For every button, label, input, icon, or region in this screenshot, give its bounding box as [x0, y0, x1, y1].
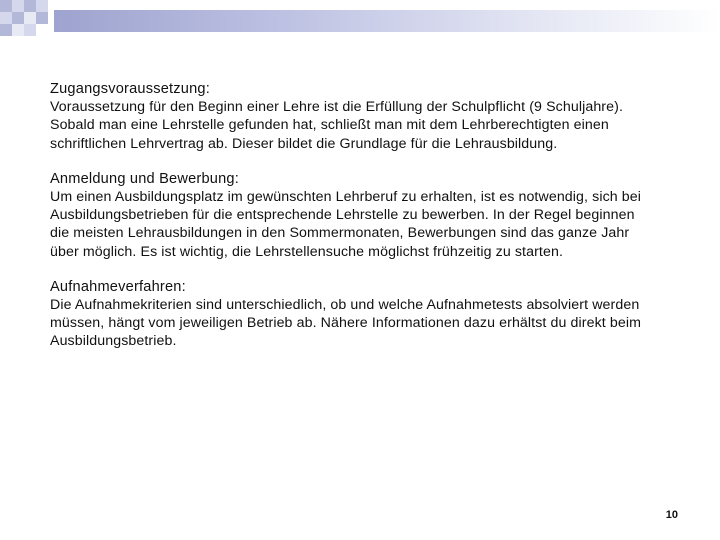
section-heading: Zugangsvoraussetzung:: [50, 81, 210, 97]
slide-content: [50, 80, 650, 368]
decor-square: [36, 0, 48, 12]
section-body: Die Aufnahmekriterien sind unterschiedlich, ob und welche Aufnahmetests absolviert werden müssen, hängt vom jeweiligen Betrieb ab. Nähere Informationen dazu erhältst du direkt beim Ausbildungsbetrieb.: [50, 297, 642, 350]
decor-square: [0, 12, 12, 24]
header-decoration: [0, 0, 720, 40]
decor-square: [36, 12, 48, 24]
header-gradient-bar: [54, 10, 720, 32]
section-anmeldung-bewerbung: [50, 170, 650, 261]
page-number: 10: [665, 509, 678, 521]
section-body: Um einen Ausbildungsplatz im gewünschten Lehrberuf zu erhalten, ist es notwendig, sich bei Ausbildungsbetrieben für die entsprechende Lehrstelle zu bewerben. In der Regel beginnen die meisten Lehrausbildungen in den Sommermonaten, Bewerbungen sind das ganze Jahr über möglich. Es ist wichtig, die Lehrstellensuche möglichst frühzeitig zu starten.: [50, 189, 642, 260]
decor-square: [12, 0, 24, 12]
section-heading: Aufnahmeverfahren:: [50, 278, 186, 295]
decor-square: [12, 24, 24, 36]
decor-square: [24, 12, 36, 24]
decor-square: [0, 24, 12, 36]
section-heading: Anmeldung und Bewerbung:: [50, 170, 239, 187]
section-zugangsvoraussetzung: [50, 80, 650, 153]
decor-square: [24, 0, 36, 12]
decor-square: [0, 0, 12, 12]
section-body: Voraussetzung für den Beginn einer Lehre ist die Erfüllung der Schulpflicht (9 Schuljahre). Sobald man eine Lehrstelle gefunden hat, schließt man mit dem Lehrberechtigten einen schriftlichen Lehrvertrag ab. Dieser bildet die Grundlage für die Lehrausbildung.: [50, 99, 623, 152]
section-aufnahmeverfahren: [50, 278, 650, 351]
decor-square: [24, 24, 36, 36]
decor-square: [12, 12, 24, 24]
